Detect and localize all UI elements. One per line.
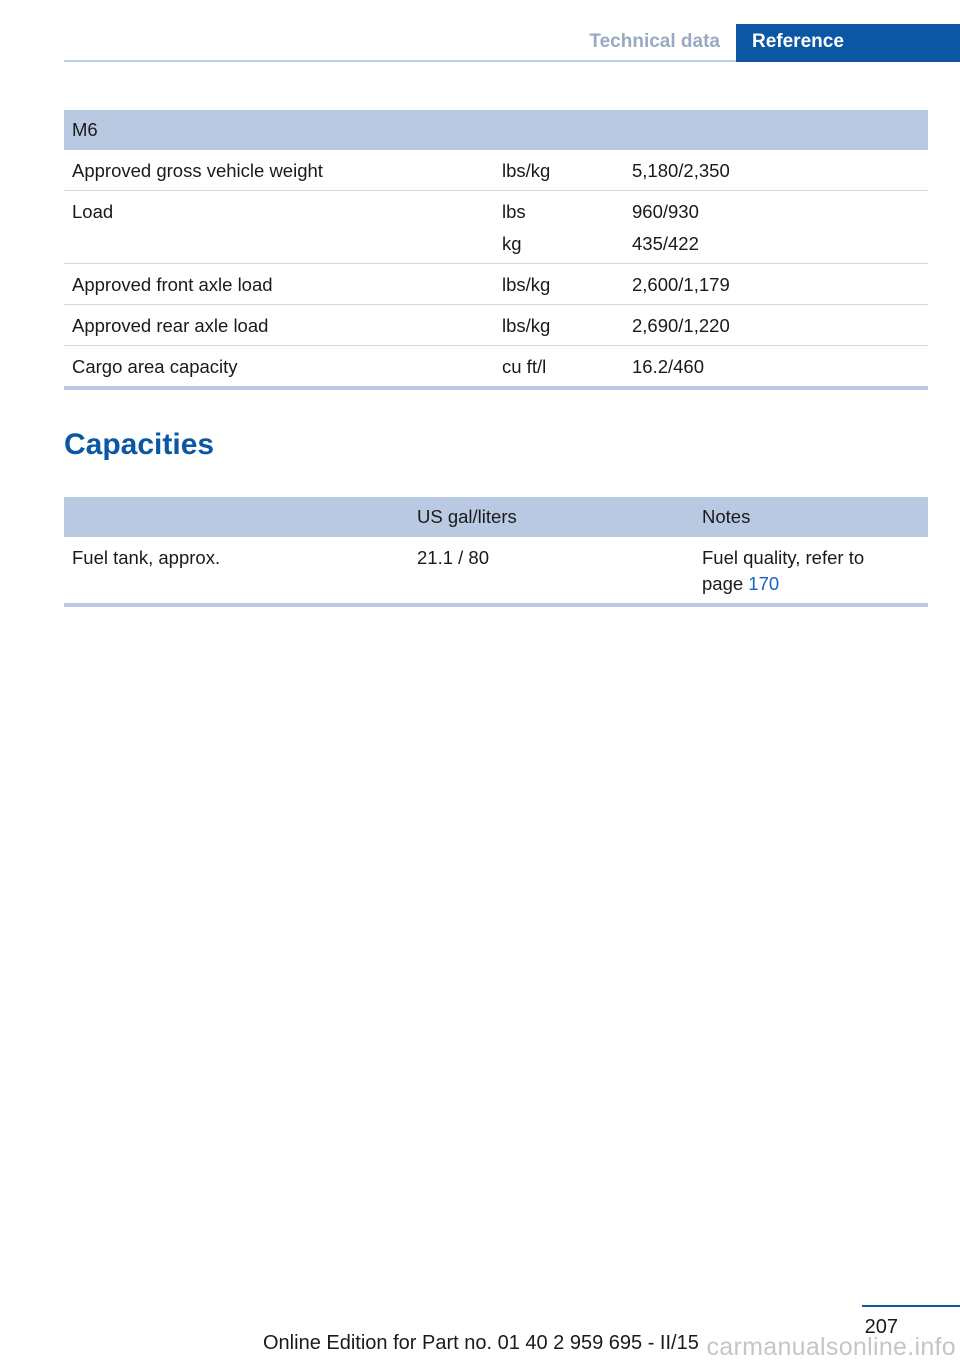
row-label: Fuel tank, approx.	[64, 537, 409, 605]
row-label: Cargo area capacity	[64, 346, 494, 389]
header-tab-label: Reference	[752, 31, 844, 52]
page-number: 207	[864, 1316, 898, 1338]
row-label: Approved front axle load	[64, 264, 494, 305]
page-reference-link[interactable]: 170	[748, 573, 780, 594]
header-section-title: Technical data	[589, 31, 720, 52]
row-label: Approved gross vehicle weight	[64, 150, 494, 191]
row-value: 16.2/460	[624, 346, 928, 389]
row-unit: lbs/kg	[494, 305, 624, 346]
row-label: Approved rear axle load	[64, 305, 494, 346]
row-value-secondary: 435/422	[632, 233, 699, 254]
row-value: 960/930	[632, 201, 699, 222]
m6-weights-table	[64, 110, 928, 390]
row-unit: lbs	[502, 201, 526, 222]
row-unit: lbs/kg	[494, 150, 624, 191]
section-heading-capacities: Capacities	[64, 428, 215, 461]
table-row	[64, 537, 928, 605]
column-header-empty	[64, 497, 409, 537]
row-note-page-word: page	[702, 573, 744, 594]
row-unit: cu ft/l	[494, 346, 624, 389]
table-header-row	[64, 497, 928, 537]
table-row	[64, 305, 928, 346]
table-row	[64, 346, 928, 389]
row-label: Load	[64, 191, 494, 264]
column-header-volume: US gal/liters	[409, 497, 694, 537]
table-row	[64, 264, 928, 305]
row-unit-cell	[494, 191, 624, 264]
row-unit-secondary: kg	[502, 233, 522, 254]
column-header-notes: Notes	[694, 497, 928, 537]
row-unit: lbs/kg	[494, 264, 624, 305]
header-reference-tab	[736, 24, 960, 62]
row-value: 2,600/1,179	[624, 264, 928, 305]
row-value-cell	[624, 191, 928, 264]
row-value: 21.1 / 80	[409, 537, 694, 605]
watermark: carmanualsonline.info	[706, 1333, 956, 1361]
footer-rule	[862, 1305, 960, 1307]
row-note: Fuel quality, refer to	[702, 547, 865, 568]
row-note-cell	[694, 537, 928, 605]
edition-note: Online Edition for Part no. 01 40 2 959 695 - II/15	[263, 1332, 699, 1354]
table-title: M6	[64, 110, 928, 150]
row-value: 5,180/2,350	[624, 150, 928, 191]
capacities-table	[64, 497, 928, 607]
row-value: 2,690/1,220	[624, 305, 928, 346]
table-row	[64, 150, 928, 191]
table-row	[64, 191, 928, 264]
table-header-row	[64, 110, 928, 150]
